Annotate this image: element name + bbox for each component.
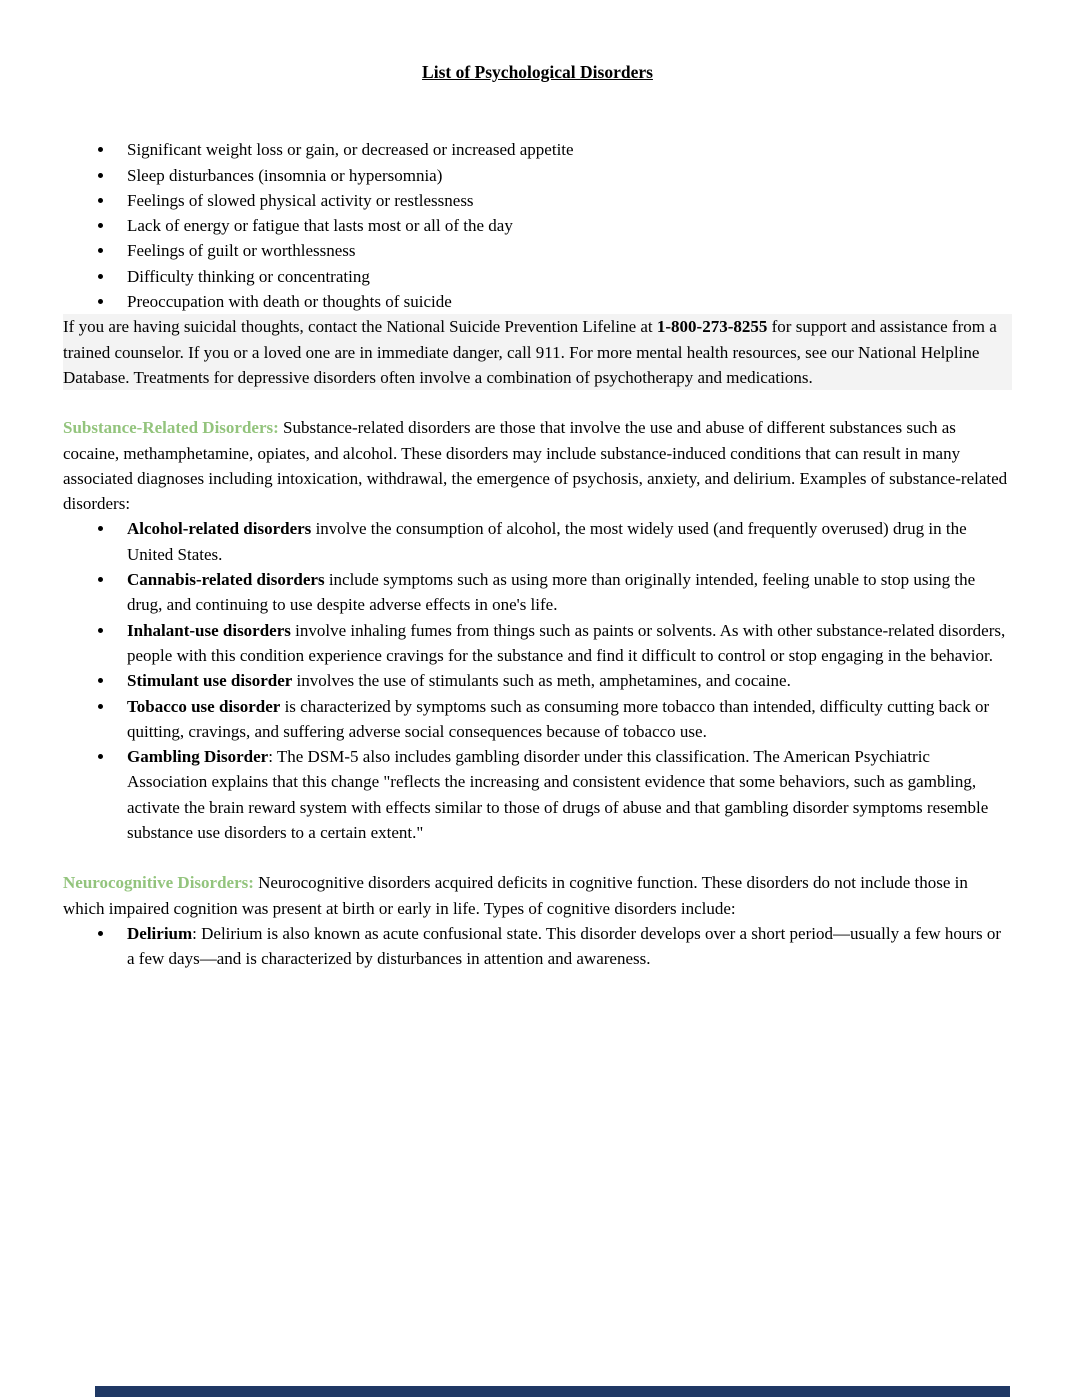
neurocognitive-disorders-list [63, 921, 1012, 972]
page-title-text: List of Psychological Disorders [422, 62, 653, 82]
list-item [115, 213, 1012, 238]
symptom-text: Preoccupation with death or thoughts of suicide [127, 292, 452, 312]
section-heading: Neurocognitive Disorders: [63, 873, 254, 893]
list-item [115, 188, 1012, 213]
helpline-phone-number: 1-800-273-8255 [656, 317, 768, 337]
crisis-note-text: If you are having suicidal thoughts, contact the National Suicide Prevention Lifeline at [63, 317, 657, 337]
section-neurocognitive-disorders [63, 870, 1012, 971]
disorder-description: involve inhaling fumes from things such as paints or solvents. As with other substance-related disorders, people with this condition experience cravings for the substance and find it difficult to control or stop engaging in the behavior. [127, 620, 1006, 665]
symptom-text: Sleep disturbances (insomnia or hypersomnia) [127, 165, 443, 185]
disorder-description: involve the consumption of alcohol, the most widely used (and frequently overused) drug in the United States. [127, 519, 967, 564]
disorder-name: Inhalant-use disorders [127, 620, 291, 640]
disorder-name: Delirium [127, 923, 193, 943]
list-item [115, 289, 1012, 314]
list-item [115, 163, 1012, 188]
symptom-text: Feelings of guilt or worthlessness [127, 241, 356, 261]
list-item [115, 264, 1012, 289]
disorder-description: : The DSM-5 also includes gambling disorder under this classification. The American Psychiatric Association explains that this change "reflects the increasing and consistent evidence that some behaviors, such as gambling, activate the brain reward system with effects similar to those of drugs of abuse and that gambling disorder symptoms resemble substance use disorders to a certain extent." [127, 747, 989, 843]
page-bottom-bar [95, 1386, 1010, 1397]
list-item [115, 668, 1012, 693]
section-intro-text: Neurocognitive disorders acquired deficits in cognitive function. These disorders do not include those in which impaired cognition was present at birth or early in life. Types of cognitive disorders include: [63, 873, 968, 918]
symptom-text: Feelings of slowed physical activity or restlessness [127, 190, 474, 210]
section-heading: Substance-Related Disorders: [63, 418, 279, 438]
list-item [115, 618, 1012, 669]
symptom-text: Difficulty thinking or concentrating [127, 266, 370, 286]
list-item [115, 137, 1012, 162]
crisis-helpline-note [63, 314, 1012, 390]
substance-disorders-list [63, 516, 1012, 845]
section-intro-text: Substance-related disorders are those that involve the use and abuse of different substances such as cocaine, methamphetamine, opiates, and alcohol. These disorders may include substance-induced conditions that can result in many associated diagnoses including intoxication, withdrawal, the emergence of psychosis, anxiety, and delirium. Examples of substance-related disorders: [63, 418, 1008, 514]
disorder-description: is characterized by symptoms such as consuming more tobacco than intended, difficulty cutting back or quitting, cravings, and suffering adverse social consequences because of tobacco use. [127, 696, 990, 741]
list-item [115, 694, 1012, 745]
list-item [115, 921, 1012, 972]
page-title [63, 60, 1012, 85]
disorder-description: involves the use of stimulants such as meth, amphetamines, and cocaine. [292, 671, 791, 691]
disorder-description: include symptoms such as using more than originally intended, feeling unable to stop using the drug, and continuing to use despite adverse effects in one's life. [127, 570, 976, 615]
disorder-name: Cannabis-related disorders [127, 570, 325, 590]
section-substance-related-disorders [63, 415, 1012, 845]
disorder-description: : Delirium is also known as acute confusional state. This disorder develops over a short period—usually a few hours or a few days—and is characterized by disturbances in attention and awareness. [127, 923, 1002, 969]
disorder-name: Stimulant use disorder [127, 671, 293, 691]
list-item [115, 516, 1012, 567]
list-item [115, 238, 1012, 263]
disorder-name: Alcohol-related disorders [127, 519, 312, 539]
symptoms-list [63, 137, 1012, 314]
disorder-name: Tobacco use disorder [127, 696, 281, 716]
crisis-note-text: for support and assistance from a trained counselor. If you or a loved one are in immediate danger, call 911. For more mental health resources, see our National Helpline Database. Treatments for depressive disorders often involve a combination of psychotherapy and medications. [63, 317, 997, 387]
section-intro [63, 415, 1012, 516]
list-item [115, 744, 1012, 845]
section-intro [63, 870, 1012, 921]
list-item [115, 567, 1012, 618]
symptom-text: Significant weight loss or gain, or decreased or increased appetite [127, 140, 574, 160]
symptom-text: Lack of energy or fatigue that lasts most or all of the day [127, 216, 513, 236]
disorder-name: Gambling Disorder [127, 747, 269, 767]
